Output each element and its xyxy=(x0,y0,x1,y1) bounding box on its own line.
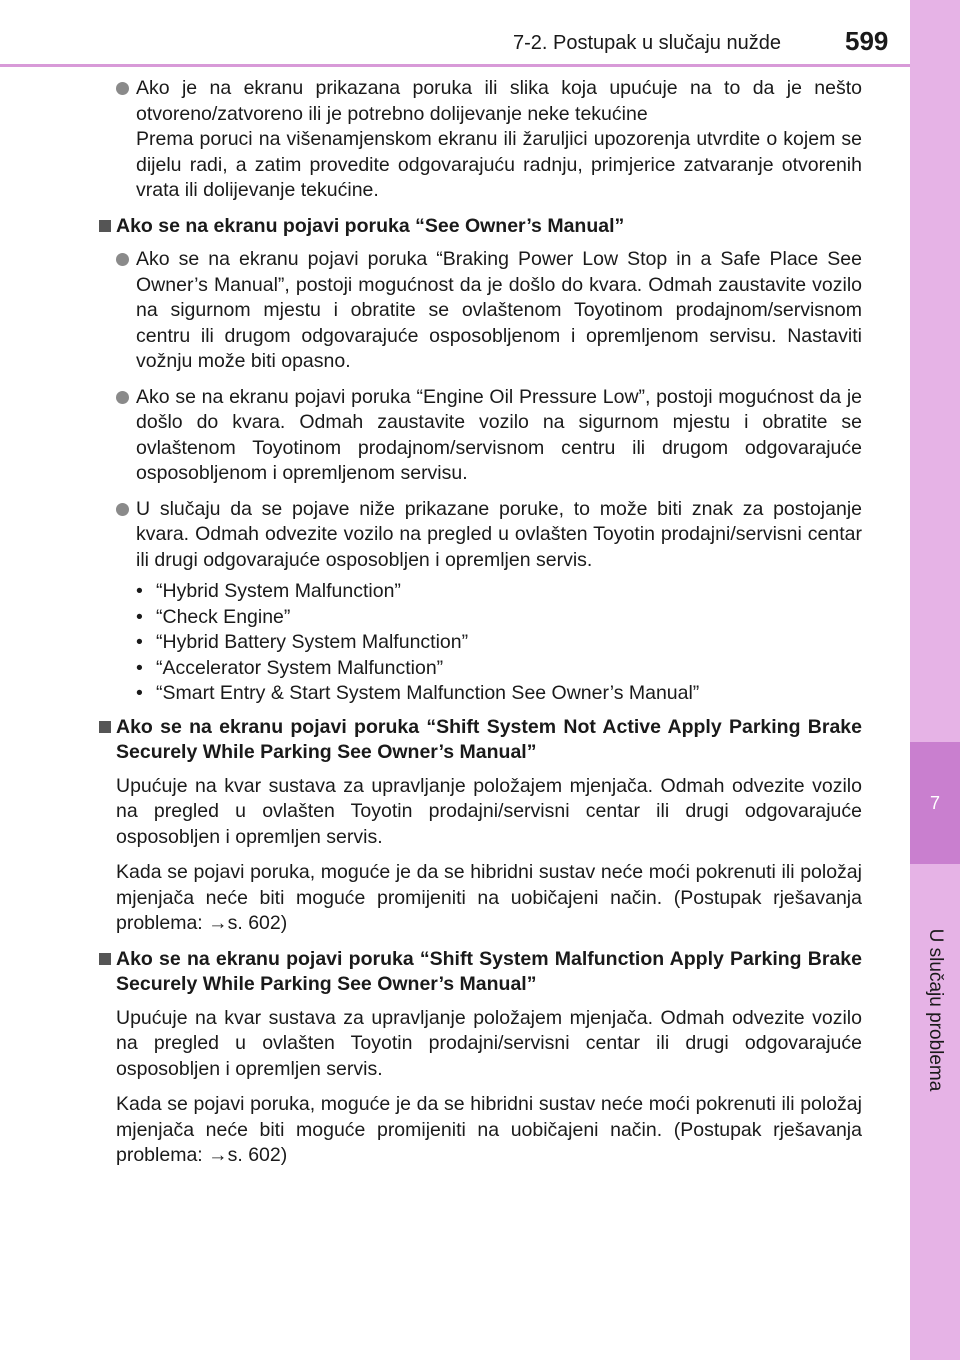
dot-bullet: • xyxy=(136,605,143,628)
paragraph: Kada se pojavi poruka, moguće je da se hibridni sustav neće moći pokrenuti ili položaj mjenjača neće biti moguće promijeniti na uobičajeni način. (Postupak rješavanja problema: →s. 602) xyxy=(116,1093,862,1166)
list-item xyxy=(136,656,862,682)
bullet-item xyxy=(96,247,862,375)
section-title: 7-2. Postupak u slučaju nužde xyxy=(513,32,781,54)
bullet-item xyxy=(96,76,862,204)
list-item xyxy=(136,579,862,605)
dot-bullet: • xyxy=(136,682,143,704)
paragraph: Kada se pojavi poruka, moguće je da se hibridni sustav neće moći pokrenuti ili položaj mjenjača neće biti moguće promijeniti na uobičajeni način. (Postupak rješavanja problema: →s. 602) xyxy=(116,861,862,934)
message-text: “Hybrid Battery System Malfunction” xyxy=(156,631,469,653)
dot-bullet: • xyxy=(136,656,143,679)
page-content xyxy=(96,76,862,1179)
page-number: 599 xyxy=(845,26,889,56)
square-bullet-icon xyxy=(99,721,111,733)
circle-bullet-icon xyxy=(116,503,129,516)
list-item xyxy=(136,630,862,656)
message-text: “Accelerator System Malfunction” xyxy=(156,656,444,679)
section-heading xyxy=(96,214,862,240)
heading-text: Ako se na ekranu pojavi poruka “Shift System Not Active Apply Parking Brake Securely While Parking See Owner’s Manual” xyxy=(116,715,862,763)
bullet-text: Ako se na ekranu pojavi poruka “Engine Oil Pressure Low”, postoji mogućnost da je došlo do kvara. Odmah zaustavite vozilo na sigurnom mjestu i obratite se ovlaštenom Toyotinom prodajnom/servisnom centru ili drugom odgovarajuće osposobljenom i opremljenom servisu. xyxy=(136,385,862,484)
chapter-side-tab xyxy=(910,0,960,1360)
bullet-text: Prema poruci na višenamjenskom ekranu ili žaruljici upozorenja utvrdite o kojem se dijelu radi, a zatim provedite odgovarajuću radnju, primjerice zatvaranje otvorenih vrata ili dolijevanje tekućine. xyxy=(136,128,862,201)
bullet-text: Ako je na ekranu prikazana poruka ili slika koja upućuje na to da je nešto otvoreno/zatvoreno ili je potrebno dolijevanje neke tekućine xyxy=(136,77,862,125)
message-text: “Check Engine” xyxy=(156,605,291,628)
section-heading xyxy=(96,947,862,998)
list-item xyxy=(136,605,862,631)
heading-text: Ako se na ekranu pojavi poruka “Shift System Malfunction Apply Parking Brake Securely While Parking See Owner’s Manual” xyxy=(116,947,862,995)
list-item xyxy=(136,681,862,707)
bullet-text: U slučaju da se pojave niže prikazane poruke, to može biti znak za postojanje kvara. Odmah odvezite vozilo na pregled u ovlašten Toyotin prodajni/servisni centar ili drugi odgovarajuće osposobljen i opremljen servis. xyxy=(136,497,862,571)
message-text: “Hybrid System Malfunction” xyxy=(156,580,401,602)
circle-bullet-icon xyxy=(116,253,129,266)
chapter-number: 7 xyxy=(929,792,940,813)
circle-bullet-icon xyxy=(116,82,129,95)
dot-bullet: • xyxy=(136,580,143,602)
paragraph: Upućuje na kvar sustava za upravljanje položajem mjenjača. Odmah odvezite vozilo na pregled u ovlašten Toyotin prodajni/servisni centar ili drugi odgovarajuće osposobljen i opremljen servis. xyxy=(116,1006,862,1080)
dot-bullet: • xyxy=(136,631,143,653)
heading-text: Ako se na ekranu pojavi poruka “See Owner’s Manual” xyxy=(116,214,625,237)
bullet-item xyxy=(96,385,862,487)
chapter-number-tab[interactable] xyxy=(910,742,960,864)
square-bullet-icon xyxy=(99,220,111,232)
square-bullet-icon xyxy=(99,953,111,965)
section-heading xyxy=(96,715,862,766)
message-list xyxy=(96,579,862,707)
message-text: “Smart Entry & Start System Malfunction See Owner’s Manual” xyxy=(156,682,700,704)
bullet-item xyxy=(96,497,862,574)
paragraph: Upućuje na kvar sustava za upravljanje položajem mjenjača. Odmah odvezite vozilo na pregled u ovlašten Toyotin prodajni/servisni centar ili drugi odgovarajuće osposobljen i opremljen servis. xyxy=(116,774,862,848)
bullet-text: Ako se na ekranu pojavi poruka “Braking Power Low Stop in a Safe Place See Owner’s Manual”, postoji mogućnost da je došlo do kvara. Odmah zaustavite vozilo na sigurnom mjestu i obratite se ovlaštenom Toyotinom prodajnom/servisnom centru ili drugom odgovarajuće osposobljenom i opremljenom servisu. Nastaviti vožnju može biti opasno. xyxy=(136,248,862,372)
header-divider xyxy=(0,64,910,67)
chapter-title: U slučaju problema xyxy=(925,928,946,1092)
circle-bullet-icon xyxy=(116,391,129,404)
